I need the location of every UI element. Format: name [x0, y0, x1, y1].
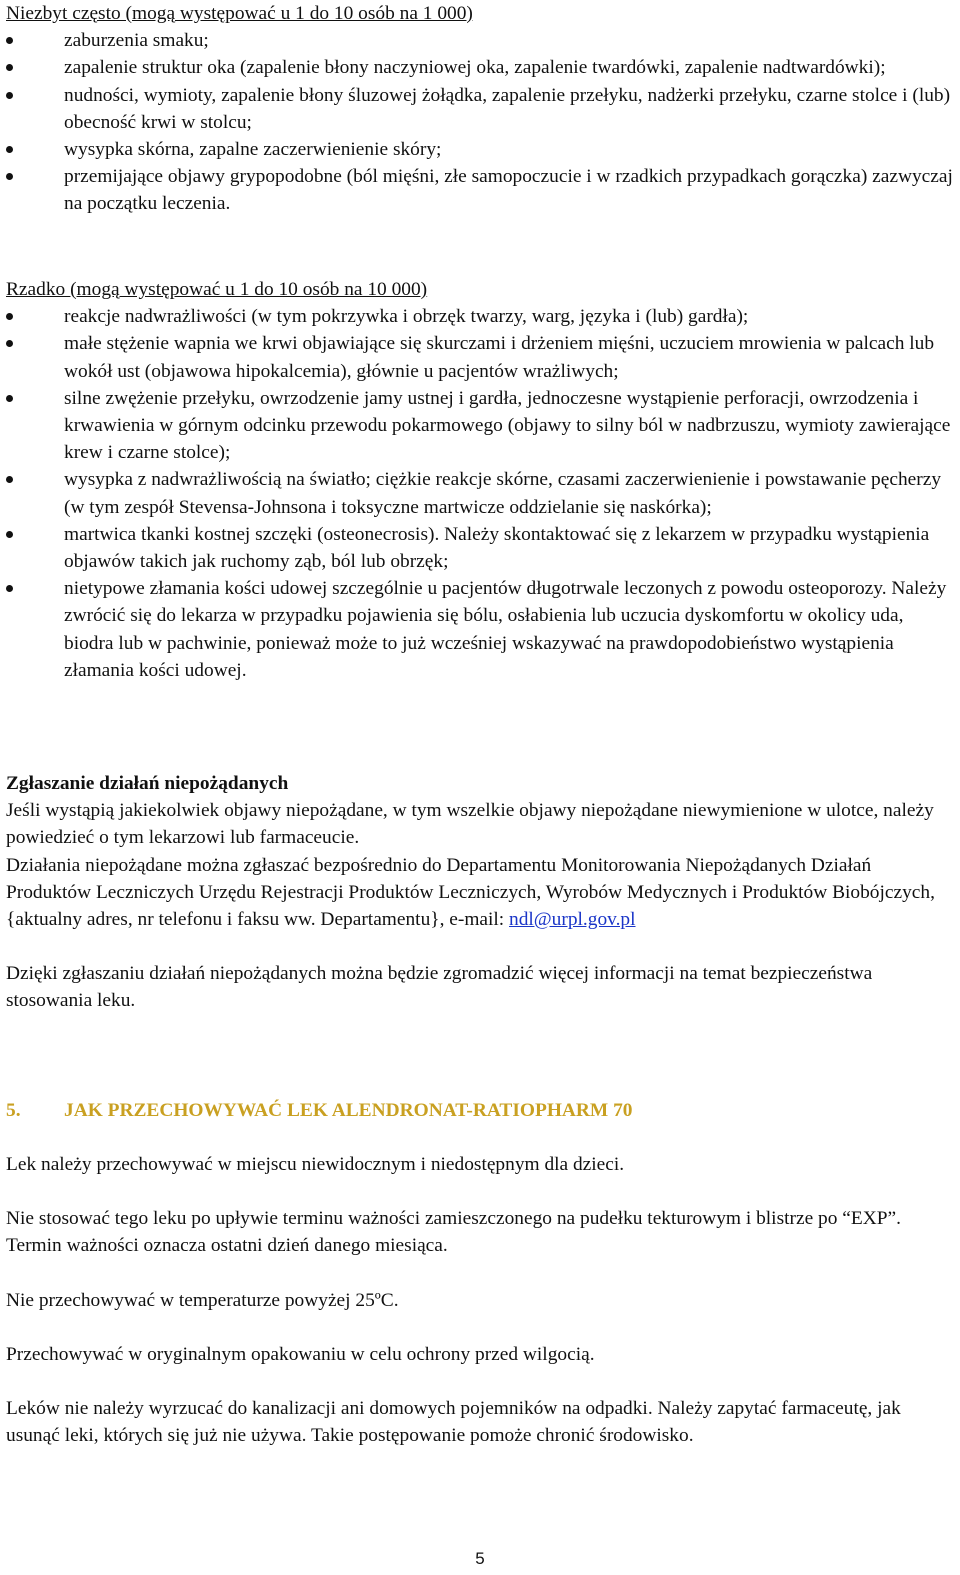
bullet-icon [6, 37, 13, 44]
uncommon-section [6, 0, 956, 218]
bullet-icon [6, 173, 13, 180]
list-item: martwica tkanki kostnej szczęki (osteonecrosis). Należy skontaktować się z lekarzem w przypadku wystąpienia objawów takich jak ruchomy ząb, ból lub obrzęk; [6, 521, 956, 575]
reporting-heading: Zgłaszanie działań niepożądanych [6, 773, 289, 794]
disposal-paragraph: Leków nie należy wyrzucać do kanalizacji ani domowych pojemników na odpadki. Należy zapytać farmaceutę, jak usunąć leki, których się już nie używa. Takie postępowanie pomoże chronić środowisko. [6, 1398, 901, 1447]
reporting-section [6, 770, 956, 1015]
list-item: wysypka z nadwrażliwością na światło; ciężkie reakcje skórne, czasami zaczerwienienie i powstawanie pęcherzy (w tym zespół Stevensa-Johnsona i toksyczne martwicze oddzielanie się naskórka); [6, 466, 956, 520]
bullet-icon [6, 585, 13, 592]
rare-heading: Rzadko (mogą występować u 1 do 10 osób na 10 000) [6, 279, 428, 300]
rare-section [6, 276, 956, 684]
bullet-icon [6, 146, 13, 153]
packaging-paragraph: Przechowywać w oryginalnym opakowaniu w celu ochrony przed wilgocią. [6, 1344, 595, 1365]
list-item: przemijające objawy grypopodobne (ból mięśni, złe samopoczucie i w rzadkich przypadkach gorączka) zazwyczaj na początku leczenia. [6, 163, 956, 217]
reporting-benefit-paragraph: Dzięki zgłaszaniu działań niepożądanych można będzie zgromadzić więcej informacji na temat bezpieczeństwa stosowania leku. [6, 963, 873, 1012]
storage-paragraph: Lek należy przechowywać w miejscu niewidocznym i niedostępnym dla dzieci. [6, 1154, 625, 1175]
list-item: nudności, wymioty, zapalenie błony śluzowej żołądka, zapalenie przełyku, nadżerki przełyku, czarne stolce i (lub) obecność krwi w stolcu; [6, 82, 956, 136]
list-item: wysypka skórna, zapalne zaczerwienienie skóry; [6, 136, 956, 163]
section-number: 5. [6, 1100, 21, 1121]
uncommon-heading: Niezbyt często (mogą występować u 1 do 10 osób na 1 000) [6, 3, 473, 24]
bullet-icon [6, 340, 13, 347]
bullet-icon [6, 531, 13, 538]
bullet-icon [6, 476, 13, 483]
reporting-contact-paragraph: Działania niepożądane można zgłaszać bezpośrednio do Departamentu Monitorowania Niepożądanych Działań Produktów Leczniczych Urzędu Rejestracji Produktów Leczniczych, Wyrobów Medycznych i Produktów Biobójczych, {aktualny adres, nr telefonu i faksu ww. Departamentu}, e-mail: ndl@urpl.gov.pl [6, 854, 935, 931]
rare-list [6, 303, 956, 684]
section-5-heading [6, 1097, 632, 1124]
list-item: małe stężenie wapnia we krwi objawiające się skurczami i drżeniem mięśni, uczuciem mrowienia w palcach lub wokół ust (objawowa hipokalcemia), głównie u pacjentów wrażliwych; [6, 330, 956, 384]
list-item: reakcje nadwrażliwości (w tym pokrzywka i obrzęk twarzy, warg, języka i (lub) gardła); [6, 303, 956, 330]
uncommon-list [6, 27, 956, 217]
list-item: zapalenie struktur oka (zapalenie błony naczyniowej oka, zapalenie twardówki, zapalenie nadtwardówki); [6, 54, 956, 81]
reporting-paragraph: Jeśli wystąpią jakiekolwiek objawy niepożądane, w tym wszelkie objawy niepożądane niewymienione w ulotce, należy powiedzieć o tym lekarzowi lub farmaceucie. [6, 800, 934, 849]
bullet-icon [6, 313, 13, 320]
expiry-paragraph: Nie stosować tego leku po upływie terminu ważności zamieszczonego na pudełku tekturowym i blistrze po “EXP”. Termin ważności oznacza ostatni dzień danego miesiąca. [6, 1208, 901, 1257]
bullet-icon [6, 92, 13, 99]
bullet-icon [6, 64, 13, 71]
email-link[interactable]: ndl@urpl.gov.pl [509, 909, 636, 931]
list-item: zaburzenia smaku; [6, 27, 956, 54]
list-item: nietypowe złamania kości udowej szczególnie u pacjentów długotrwale leczonych z powodu osteoporozy. Należy zwrócić się do lekarza w przypadku pojawienia się bólu, osłabienia lub uczucia dyskomfortu w okolicy uda, biodra lub w pachwinie, ponieważ może to już wcześniej wskazywać na prawdopodobieństwo wystąpienia złamania kości udowej. [6, 575, 956, 684]
list-item: silne zwężenie przełyku, owrzodzenie jamy ustnej i gardła, jednoczesne wystąpienie perforacji, owrzodzenia i krwawienia w górnym odcinku przewodu pokarmowego (objawy to silny ból w nadbrzuszu, wymioty zawierające krew i czarne stolce); [6, 385, 956, 467]
bullet-icon [6, 395, 13, 402]
page-number: 5 [475, 1549, 485, 1568]
temperature-paragraph: Nie przechowywać w temperaturze powyżej 25ºC. [6, 1290, 399, 1311]
section-title: JAK PRZECHOWYWAĆ LEK ALENDRONAT-RATIOPHARM 70 [64, 1100, 633, 1121]
